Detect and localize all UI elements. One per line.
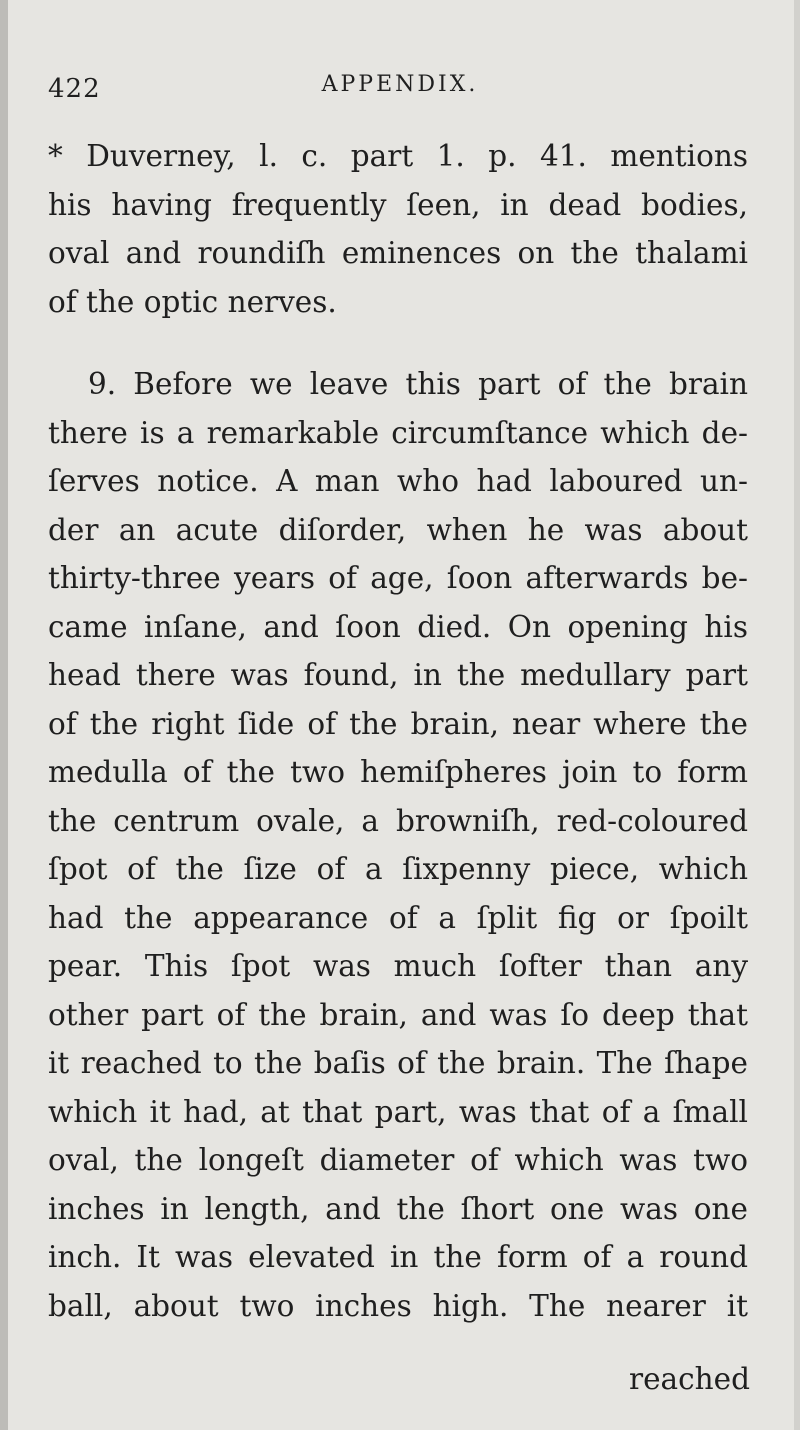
paragraph-line: ſpot of the ſize of a ſixpenny piece, which [48,852,748,886]
body-paragraph [48,360,748,1330]
paragraph-line: ball, about two inches high. The nearer it [48,1288,748,1323]
paragraph-line: other part of the brain, and was ſo deep that [48,997,748,1032]
paragraph-line: it reached to the baſis of the brain. The ſhape [48,1046,748,1080]
footnote [48,132,748,326]
page-shadow-right [794,0,800,1430]
paragraph-line: pear. This ſpot was much ſofter than any [48,949,748,983]
paragraph-line: which it had, at that part, was that of a ſmall [48,1094,748,1129]
paragraph-line: head there was found, in the medullary part [48,658,748,692]
paragraph-line: inches in length, and the ſhort one was one [48,1191,748,1226]
catchword: reached [628,1362,750,1396]
paragraph-line: oval, the longeſt diameter of which was two [48,1143,748,1177]
paragraph-line: inch. It was elevated in the form of a round [48,1240,748,1274]
paragraph-line: der an acute diſorder, when he was about [48,512,748,547]
footnote-line: of the optic nerves. [48,284,337,319]
paragraph-line: the centrum ovale, a browniſh, red-coloured [48,803,748,838]
paragraph-line: thirty-three years of age, ſoon afterwards be- [48,561,748,595]
footnote-line: oval and roundiſh eminences on the thalami [48,236,748,270]
paragraph-line: 9. Before we leave this part of the brain [88,367,748,401]
paragraph-line: ſerves notice. A man who had laboured un- [48,464,748,498]
footnote-line: * Duverney, l. c. part 1. p. 41. mentions [48,139,748,173]
page-shadow-left [0,0,8,1430]
paragraph-line: medulla of the two hemiſpheres join to form [48,755,748,789]
footnote-line: his having frequently ſeen, in dead bodies, [48,187,748,222]
page-number: 422 [48,74,101,104]
paragraph-line: of the right ſide of the brain, near where the [48,706,748,741]
paragraph-line: there is a remarkable circumſtance which de- [48,415,748,450]
paragraph-line: had the appearance of a ſplit fig or ſpoilt [48,900,748,935]
running-head: APPENDIX. [321,72,479,97]
paragraph-line: came inſane, and ſoon died. On opening his [48,609,748,644]
